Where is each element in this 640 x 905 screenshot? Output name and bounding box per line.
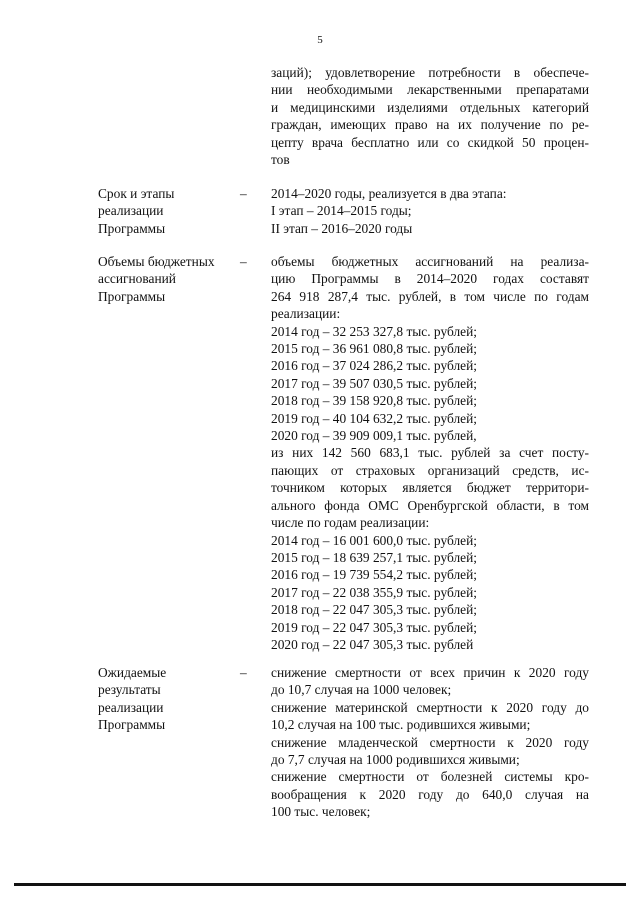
content-line: реализации: bbox=[271, 306, 341, 322]
section-label bbox=[98, 185, 228, 237]
budget-year-line: 2019 год – 40 104 632,2 тыс. рублей; bbox=[271, 410, 477, 426]
label-line: Программы bbox=[98, 220, 166, 236]
label-line: Срок и этапы bbox=[98, 186, 175, 201]
content-line: из них 142 560 683,1 тыс. рублей за счет посту- bbox=[271, 445, 589, 461]
content-line: пающих от страховых организаций средств, ис- bbox=[271, 462, 589, 478]
budget-year-line: 2015 год – 36 961 080,8 тыс. рублей; bbox=[271, 341, 477, 357]
page-number: 5 bbox=[317, 34, 323, 46]
label-line: реализации bbox=[98, 203, 164, 219]
content-line: I этап – 2014–2015 годы; bbox=[271, 203, 412, 219]
oms-year-line: 2020 год – 22 047 305,3 тыс. рублей bbox=[271, 636, 474, 652]
label-line: Ожидаемые bbox=[98, 665, 167, 680]
intro-line: цепту врача бесплатно или со скидкой 50 процен- bbox=[271, 134, 589, 150]
content-line: до 10,7 случая на 1000 человек; bbox=[271, 682, 452, 698]
content-line: объемы бюджетных ассигнований на реализа- bbox=[271, 254, 589, 269]
intro-line: граждан, имеющих право на их получение по ре- bbox=[271, 117, 589, 133]
content-line: снижение смертности от всех причин к 2020 году bbox=[271, 665, 589, 680]
content-line: II этап – 2016–2020 годы bbox=[271, 220, 413, 236]
oms-year-line: 2017 год – 22 038 355,9 тыс. рублей; bbox=[271, 584, 477, 600]
label-line: ассигнований bbox=[98, 271, 176, 287]
content-line: до 7,7 случая на 1000 родившихся живыми; bbox=[271, 752, 520, 768]
bottom-rule bbox=[14, 883, 626, 886]
content-line: 2014–2020 годы, реализуется в два этапа: bbox=[271, 186, 507, 201]
budget-year-line: 2020 год – 39 909 009,1 тыс. рублей, bbox=[271, 428, 477, 444]
oms-year-line: 2015 год – 18 639 257,1 тыс. рублей; bbox=[271, 549, 477, 565]
content-line: точником которых является бюджет территори- bbox=[271, 480, 589, 496]
label-dash: – bbox=[240, 186, 247, 201]
label-dash: – bbox=[240, 665, 247, 680]
section-label bbox=[98, 253, 228, 305]
oms-year-line: 2018 год – 22 047 305,3 тыс. рублей; bbox=[271, 602, 477, 618]
budget-year-line: 2016 год – 37 024 286,2 тыс. рублей; bbox=[271, 358, 477, 374]
intro-line: заций); удовлетворение потребности в обеспече- bbox=[271, 65, 589, 80]
content-line: снижение младенческой смертности к 2020 году bbox=[271, 734, 589, 750]
label-line: реализации bbox=[98, 699, 164, 715]
intro-line: нии необходимыми лекарственными препаратами bbox=[271, 82, 589, 98]
label-line: Программы bbox=[98, 288, 166, 304]
oms-year-line: 2019 год – 22 047 305,3 тыс. рублей; bbox=[271, 619, 477, 635]
section-label bbox=[98, 664, 228, 734]
content-line: ального фонда ОМС Оренбургской области, в том bbox=[271, 497, 589, 513]
section-content bbox=[271, 185, 589, 237]
oms-year-line: 2016 год – 19 739 554,2 тыс. рублей; bbox=[271, 567, 477, 583]
content-line: цию Программы в 2014–2020 годах составят bbox=[271, 271, 589, 287]
intro-line: и медицинскими изделиями отдельных категорий bbox=[271, 99, 589, 115]
content-line: 264 918 287,4 тыс. рублей, в том числе по годам bbox=[271, 288, 589, 304]
content-line: числе по годам реализации: bbox=[271, 515, 430, 531]
content-line: снижение смертности от болезней системы кро- bbox=[271, 769, 589, 785]
budget-year-line: 2018 год – 39 158 920,8 тыс. рублей; bbox=[271, 393, 477, 409]
label-line: Программы bbox=[98, 717, 166, 733]
oms-year-line: 2014 год – 16 001 600,0 тыс. рублей; bbox=[271, 532, 477, 548]
section-content bbox=[271, 253, 589, 653]
content-line: вообращения к 2020 году до 640,0 случая на bbox=[271, 786, 589, 802]
budget-year-line: 2017 год – 39 507 030,5 тыс. рублей; bbox=[271, 375, 477, 391]
label-line: Объемы бюджетных bbox=[98, 254, 215, 269]
content-line: снижение материнской смертности к 2020 году до bbox=[271, 699, 589, 715]
content-line: 100 тыс. человек; bbox=[271, 804, 371, 820]
section-content bbox=[271, 664, 589, 821]
content-line: 10,2 случая на 100 тыс. родившихся живыми; bbox=[271, 717, 531, 733]
intro-line: тов bbox=[271, 152, 290, 168]
budget-year-line: 2014 год – 32 253 327,8 тыс. рублей; bbox=[271, 323, 477, 339]
label-line: результаты bbox=[98, 682, 161, 698]
label-dash: – bbox=[240, 254, 247, 269]
intro-paragraph bbox=[271, 64, 589, 168]
